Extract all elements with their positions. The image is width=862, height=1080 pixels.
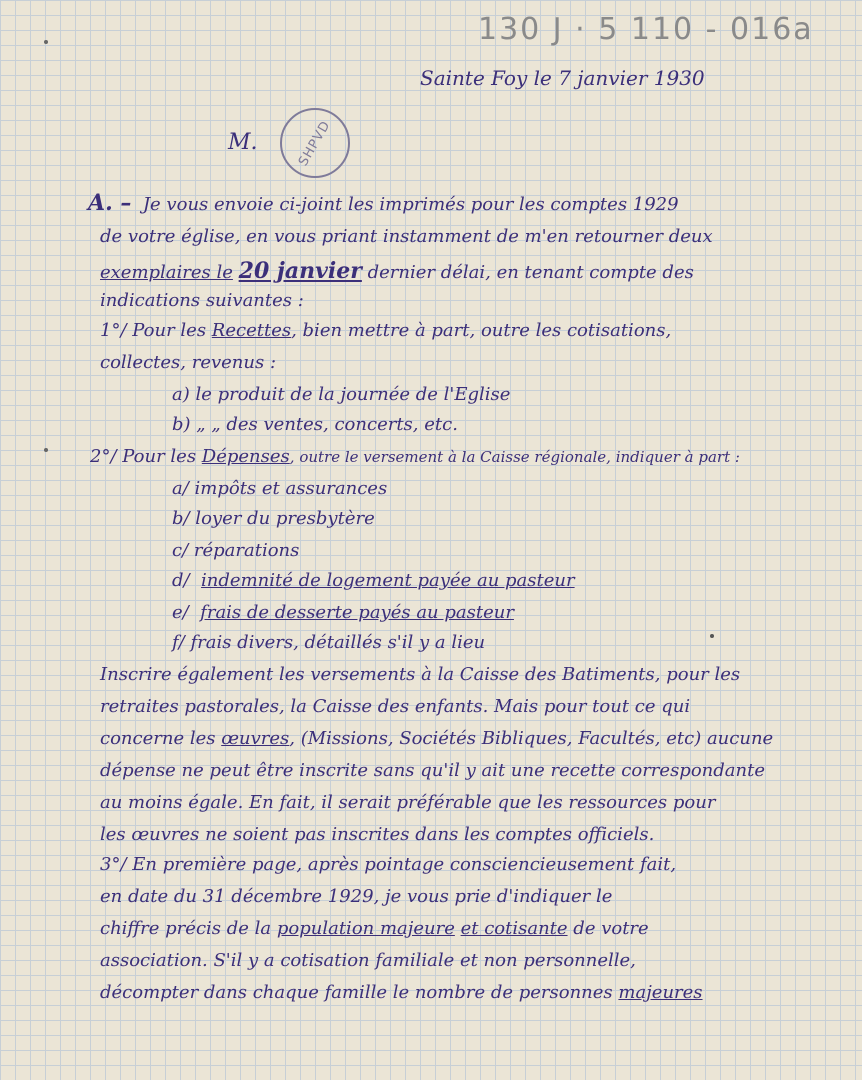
- point-1-number: 1°/: [100, 320, 127, 341]
- point-2-number: 2°/: [90, 446, 117, 467]
- item-d-label: d/: [172, 570, 190, 591]
- archive-reference: 130 J · 5 110 - 016a: [478, 12, 814, 47]
- paragraph-line-6: les œuvres ne soient pas inscrites dans les comptes officiels.: [100, 824, 655, 845]
- section-a-line-4: indications suivantes :: [100, 290, 304, 311]
- depenses-item-a: a/ impôts et assurances: [172, 478, 388, 499]
- section-a-label: A. –: [88, 190, 132, 216]
- depenses-item-b: b/ loyer du presbytère: [172, 508, 375, 529]
- point-1-text: Pour les: [132, 320, 207, 341]
- recettes-item-a: a) le produit de la journée de l'Eglise: [172, 384, 511, 405]
- point-1-line-1: [100, 320, 671, 341]
- depenses-item-c: c/ réparations: [172, 540, 300, 561]
- section-a-line-3-end: dernier délai, en tenant compte des: [367, 262, 694, 283]
- point-1-line-2: collectes, revenus :: [100, 352, 277, 373]
- point-3-line-1: [100, 854, 676, 875]
- item-e-text: frais de desserte payés au pasteur: [200, 602, 514, 623]
- paragraph-line-3-end: , (Missions, Sociétés Bibliques, Facultés, etc) aucune: [289, 728, 774, 749]
- point-3-line-4: association. S'il y a cotisation familiale et non personnelle,: [100, 950, 636, 971]
- section-a-line-2: de votre église, en vous priant instamment de m'en retourner deux: [100, 226, 713, 247]
- deadline-text: 20 janvier: [238, 258, 362, 284]
- point-3-line-3-end: de votre: [573, 918, 649, 939]
- population-text: population majeure: [276, 918, 455, 939]
- point-3-line-2: en date du 31 décembre 1929, je vous prie d'indiquer le: [100, 886, 613, 907]
- oeuvres-text: œuvres: [221, 728, 290, 749]
- depenses-item-d: [172, 570, 575, 591]
- point-3-number: 3°/: [100, 854, 127, 875]
- depenses-item-e: [172, 602, 514, 623]
- paragraph-line-5: au moins égale. En fait, il serait préférable que les ressources pour: [100, 792, 716, 813]
- cotisante-text: et cotisante: [460, 918, 568, 939]
- archive-stamp: [280, 108, 350, 178]
- depenses-item-f: f/ frais divers, détaillés s'il y a lieu: [172, 632, 486, 653]
- salutation: M.: [228, 130, 258, 155]
- point-3-line-3: [100, 918, 649, 939]
- paragraph-line-3-start: concerne les: [100, 728, 216, 749]
- date-line: Sainte Foy le 7 janvier 1930: [420, 66, 705, 90]
- paragraph-line-2: retraites pastorales, la Caisse des enfants. Mais pour tout ce qui: [100, 696, 691, 717]
- point-3-text: En première page, après pointage consciencieusement fait,: [132, 854, 677, 875]
- stamp-text: SHPVD: [296, 117, 334, 169]
- paragraph-line-1: Inscrire également les versements à la Caisse des Batiments, pour les: [100, 664, 741, 685]
- recettes-item-b: b) „ „ des ventes, concerts, etc.: [172, 414, 458, 435]
- section-a-line-1: [88, 190, 679, 216]
- hole-mark: [44, 448, 48, 452]
- item-e-label: e/: [172, 602, 189, 623]
- point-1-text-end: , bien mettre à part, outre les cotisations,: [291, 320, 672, 341]
- hole-mark: [44, 40, 48, 44]
- section-a-line-3: [100, 258, 694, 284]
- exemplaires-text: exemplaires le: [100, 262, 233, 283]
- ink-dot: [710, 634, 714, 638]
- item-d-text: indemnité de logement payée au pasteur: [201, 570, 575, 591]
- recettes-heading: Recettes: [211, 320, 292, 341]
- section-a-text: Je vous envoie ci-joint les imprimés pour les comptes 1929: [142, 194, 679, 215]
- paragraph-line-4: dépense ne peut être inscrite sans qu'il y ait une recette correspondante: [100, 760, 765, 781]
- point-2-line-1: [90, 446, 740, 467]
- point-2-text: Pour les: [122, 446, 197, 467]
- point-3-line-3-start: chiffre précis de la: [100, 918, 272, 939]
- paragraph-line-3: [100, 728, 773, 749]
- point-3-line-5: [100, 982, 703, 1003]
- point-2-text-end: , outre le versement à la Caisse régionale, indiquer à part :: [289, 448, 740, 466]
- point-3-line-5-start: décompter dans chaque famille le nombre de personnes: [100, 982, 613, 1003]
- majeures-text: majeures: [618, 982, 703, 1003]
- depenses-heading: Dépenses: [201, 446, 290, 467]
